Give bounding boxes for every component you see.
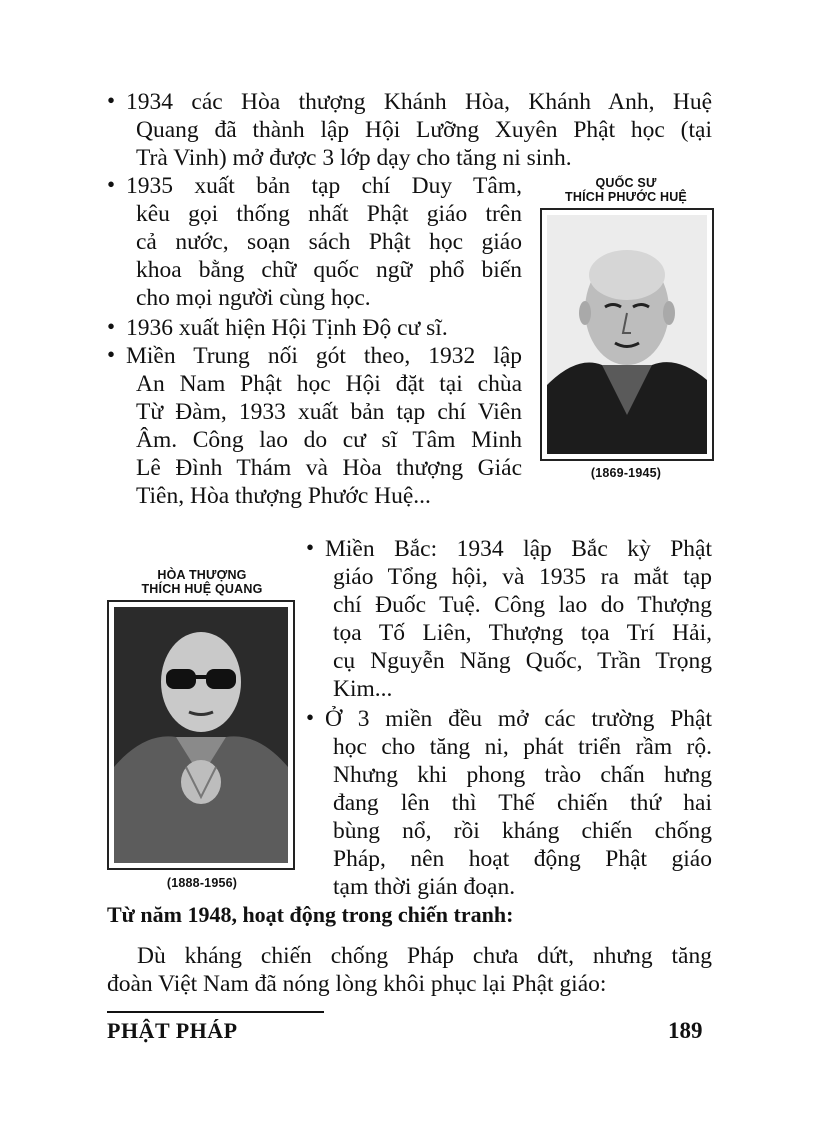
item-5-line-4: tọa Tố Liên, Thượng tọa Trí Hải, xyxy=(333,620,712,646)
item-4-line-2: An Nam Phật học Hội đặt tại chùa xyxy=(136,371,522,397)
footer-title: PHẬT PHÁP xyxy=(107,1018,238,1043)
bullet-4: • xyxy=(107,342,116,367)
item-6-line-3: Nhưng khi phong trào chấn hưng xyxy=(333,762,712,788)
item-5-text xyxy=(325,535,712,563)
item-2-line-2: kêu gọi thống nhất Phật giáo trên xyxy=(136,201,522,227)
item-2-line-5: cho mọi người cùng học. xyxy=(136,285,371,311)
item-1-line-1: 1934 các Hòa thượng Khánh Hòa, Khánh Anh, Huệ xyxy=(126,89,712,115)
photo-left-caption xyxy=(107,568,297,596)
item-4-line-6: Tiên, Hòa thượng Phước Huệ... xyxy=(136,483,431,509)
item-1-text-cont xyxy=(136,116,712,172)
item-6-line-1: Ở 3 miền đều mở các trường Phật xyxy=(325,706,712,732)
bullet-2: • xyxy=(107,172,116,197)
item-6-text-cont xyxy=(333,733,712,901)
photo-left-caption-line-1: HÒA THƯỢNG xyxy=(157,568,247,582)
photo-thich-hue-quang xyxy=(107,600,295,870)
item-2-line-1: 1935 xuất bản tạp chí Duy Tâm, xyxy=(126,173,522,199)
portrait-image xyxy=(114,607,288,863)
item-5-line-5: cụ Nguyễn Năng Quốc, Trần Trọng xyxy=(333,648,712,674)
item-6-line-7: tạm thời gián đoạn. xyxy=(333,874,516,900)
photo-top-caption-line-2: THÍCH PHƯỚC HUỆ xyxy=(565,190,687,204)
portrait-illustration xyxy=(114,607,288,863)
item-5-line-3: chí Đuốc Tuệ. Công lao do Thượng xyxy=(333,592,712,618)
portrait-image xyxy=(547,215,707,454)
section-heading: Từ năm 1948, hoạt động trong chiến tranh: xyxy=(107,902,514,927)
photo-thich-phuoc-hue xyxy=(540,208,714,461)
photo-left-caption-line-2: THÍCH HUỆ QUANG xyxy=(141,582,263,596)
item-3-text xyxy=(126,314,522,342)
item-1-line-2: Quang đã thành lập Hội Lưỡng Xuyên Phật học (tại xyxy=(136,117,712,143)
bullet-5: • xyxy=(306,535,315,560)
item-4-line-1: Miền Trung nối gót theo, 1932 lập xyxy=(126,343,522,369)
item-6-line-5: bùng nổ, rồi kháng chiến chống xyxy=(333,818,712,844)
page-number: 189 xyxy=(668,1018,703,1043)
bullet-6: • xyxy=(306,705,315,730)
item-5-line-2: giáo Tổng hội, và 1935 ra mắt tạp xyxy=(333,564,712,590)
item-4-line-3: Từ Đàm, 1933 xuất bản tạp chí Viên xyxy=(136,399,522,425)
item-6-line-6: Pháp, nên hoạt động Phật giáo xyxy=(333,846,712,872)
photo-top-years: (1869-1945) xyxy=(590,466,662,480)
item-2-text xyxy=(126,172,522,200)
final-paragraph-line-1: Dù kháng chiến chống Pháp chưa dứt, nhưng tăng xyxy=(137,943,712,969)
item-5-line-6: Kim... xyxy=(333,676,393,702)
bullet-1: • xyxy=(107,88,116,113)
item-4-line-4: Âm. Công lao do cư sĩ Tâm Minh xyxy=(136,427,522,453)
final-paragraph-line-2: đoàn Việt Nam đã nóng lòng khôi phục lại Phật giáo: xyxy=(107,971,607,997)
item-6-line-2: học cho tăng ni, phát triển rầm rộ. xyxy=(333,734,712,760)
item-4-line-5: Lê Đình Thám và Hòa thượng Giác xyxy=(136,455,522,481)
photo-top-caption xyxy=(540,176,712,204)
item-3-line-1: 1936 xuất hiện Hội Tịnh Độ cư sĩ. xyxy=(126,315,448,341)
bullet-3: • xyxy=(107,314,116,339)
portrait-illustration xyxy=(547,215,707,454)
item-1-line-3: Trà Vinh) mở được 3 lớp dạy cho tăng ni sinh. xyxy=(136,145,572,171)
item-1-text xyxy=(126,88,712,116)
item-2-text-cont xyxy=(136,200,522,312)
final-paragraph xyxy=(107,942,712,998)
item-6-line-4: đang lên thì Thế chiến thứ hai xyxy=(333,790,712,816)
item-5-text-cont xyxy=(333,563,712,703)
item-2-line-3: cả nước, soạn sách Phật học giáo xyxy=(136,229,522,255)
item-4-text xyxy=(126,342,522,370)
item-2-line-4: khoa bằng chữ quốc ngữ phổ biến xyxy=(136,257,522,283)
item-5-line-1: Miền Bắc: 1934 lập Bắc kỳ Phật xyxy=(325,536,712,562)
footer-rule xyxy=(107,1011,324,1013)
item-4-text-cont xyxy=(136,370,522,510)
item-6-text xyxy=(325,705,712,733)
photo-top-caption-line-1: QUỐC SƯ xyxy=(595,176,657,190)
photo-left-years: (1888-1956) xyxy=(166,876,238,890)
